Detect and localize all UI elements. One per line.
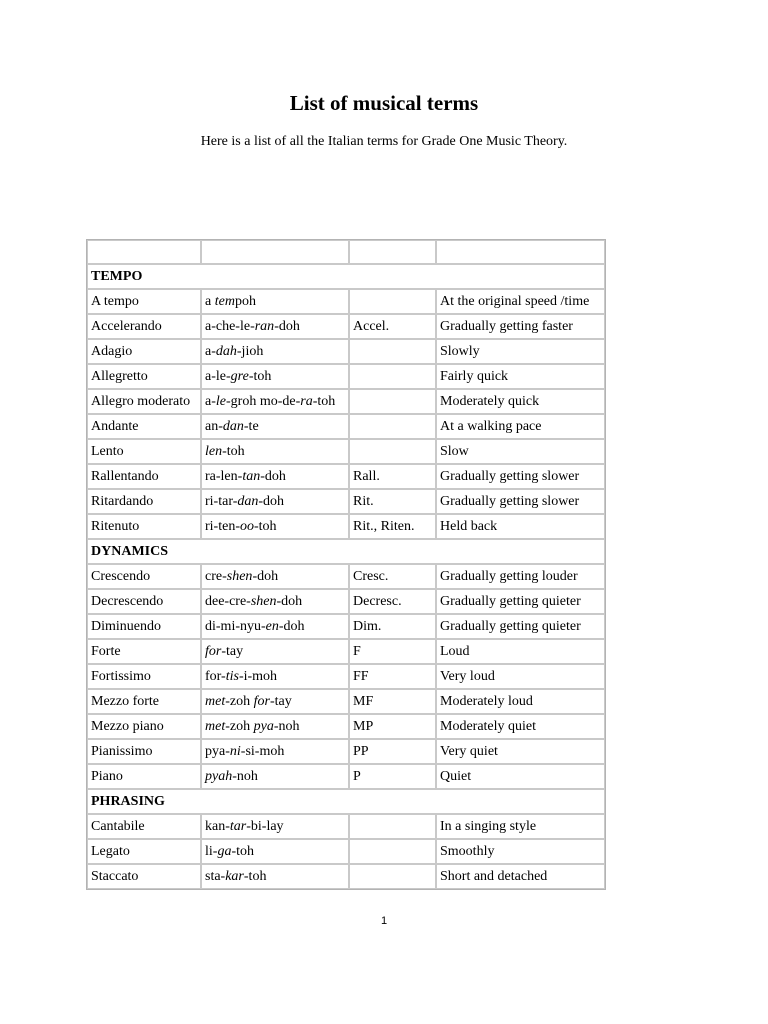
pronunciation-cell: a-che-le-ran-doh xyxy=(201,314,349,339)
abbreviation-cell xyxy=(349,814,436,839)
meaning-cell: Loud xyxy=(436,639,605,664)
table-row xyxy=(87,439,605,464)
meaning-cell: Gradually getting slower xyxy=(436,489,605,514)
pronunciation-cell: ra-len-tan-doh xyxy=(201,464,349,489)
blank-cell xyxy=(201,240,349,264)
table-row xyxy=(87,339,605,364)
meaning-cell: Gradually getting louder xyxy=(436,564,605,589)
section-heading: TEMPO xyxy=(87,264,605,289)
term-cell: Cantabile xyxy=(87,814,201,839)
meaning-cell: At the original speed /time xyxy=(436,289,605,314)
table-row xyxy=(87,814,605,839)
abbreviation-cell: Rit. xyxy=(349,489,436,514)
pronunciation-cell: met-zoh for-tay xyxy=(201,689,349,714)
stressed-syllable: dan xyxy=(237,494,259,509)
terms-table-body xyxy=(87,240,605,889)
abbreviation-cell: Accel. xyxy=(349,314,436,339)
pronunciation-cell: pyah-noh xyxy=(201,764,349,789)
pronunciation-cell: a tempoh xyxy=(201,289,349,314)
abbreviation-cell: Rit., Riten. xyxy=(349,514,436,539)
table-row xyxy=(87,639,605,664)
section-row xyxy=(87,539,605,564)
abbreviation-cell: F xyxy=(349,639,436,664)
abbreviation-cell: P xyxy=(349,764,436,789)
blank-header-row xyxy=(87,240,605,264)
abbreviation-cell: MP xyxy=(349,714,436,739)
pronunciation-cell: for-tay xyxy=(201,639,349,664)
table-row xyxy=(87,364,605,389)
meaning-cell: Gradually getting quieter xyxy=(436,614,605,639)
stressed-syllable: for xyxy=(205,644,222,659)
abbreviation-cell: Rall. xyxy=(349,464,436,489)
table-row xyxy=(87,764,605,789)
pronunciation-cell: a-le-gre-toh xyxy=(201,364,349,389)
table-row xyxy=(87,489,605,514)
stressed-syllable: ni xyxy=(229,744,241,759)
stressed-syllable: for xyxy=(253,694,270,709)
table-row xyxy=(87,589,605,614)
abbreviation-cell: Cresc. xyxy=(349,564,436,589)
pronunciation-cell: dee-cre-shen-doh xyxy=(201,589,349,614)
abbreviation-cell: Dim. xyxy=(349,614,436,639)
stressed-syllable: shen xyxy=(226,569,253,584)
term-cell: Decrescendo xyxy=(87,589,201,614)
abbreviation-cell xyxy=(349,864,436,889)
pronunciation-cell: ri-tar-dan-doh xyxy=(201,489,349,514)
pronunciation-cell: len-toh xyxy=(201,439,349,464)
table-row xyxy=(87,314,605,339)
stressed-syllable: ran xyxy=(254,319,275,334)
section-row xyxy=(87,264,605,289)
abbreviation-cell: PP xyxy=(349,739,436,764)
abbreviation-cell xyxy=(349,414,436,439)
term-cell: Staccato xyxy=(87,864,201,889)
table-row xyxy=(87,414,605,439)
table-row xyxy=(87,839,605,864)
pronunciation-cell: a-dah-jioh xyxy=(201,339,349,364)
term-cell: Rallentando xyxy=(87,464,201,489)
abbreviation-cell xyxy=(349,364,436,389)
term-cell: A tempo xyxy=(87,289,201,314)
pronunciation-cell: li-ga-toh xyxy=(201,839,349,864)
table-row xyxy=(87,464,605,489)
pronunciation-cell: ri-ten-oo-toh xyxy=(201,514,349,539)
abbreviation-cell xyxy=(349,339,436,364)
meaning-cell: Smoothly xyxy=(436,839,605,864)
pronunciation-cell: for-tis-i-moh xyxy=(201,664,349,689)
stressed-syllable: oo xyxy=(239,519,254,534)
stressed-syllable: shen xyxy=(250,594,277,609)
section-row xyxy=(87,789,605,814)
term-cell: Piano xyxy=(87,764,201,789)
meaning-cell: Fairly quick xyxy=(436,364,605,389)
meaning-cell: Short and detached xyxy=(436,864,605,889)
abbreviation-cell: MF xyxy=(349,689,436,714)
pronunciation-cell: cre-shen-doh xyxy=(201,564,349,589)
meaning-cell: Gradually getting faster xyxy=(436,314,605,339)
abbreviation-cell xyxy=(349,389,436,414)
stressed-syllable: tem xyxy=(214,294,235,309)
meaning-cell: Quiet xyxy=(436,764,605,789)
stressed-syllable: ga xyxy=(217,844,232,859)
stressed-syllable: tis xyxy=(225,669,239,684)
pronunciation-cell: met-zoh pya-noh xyxy=(201,714,349,739)
meaning-cell: Gradually getting slower xyxy=(436,464,605,489)
table-row xyxy=(87,864,605,889)
term-cell: Ritardando xyxy=(87,489,201,514)
term-cell: Andante xyxy=(87,414,201,439)
section-heading: PHRASING xyxy=(87,789,605,814)
blank-cell xyxy=(349,240,436,264)
intro-text: Here is a list of all the Italian terms for Grade One Music Theory. xyxy=(200,134,568,149)
meaning-cell: Moderately loud xyxy=(436,689,605,714)
meaning-cell: Moderately quick xyxy=(436,389,605,414)
stressed-syllable: dah xyxy=(215,344,237,359)
table-row xyxy=(87,664,605,689)
section-heading: DYNAMICS xyxy=(87,539,605,564)
table-row xyxy=(87,714,605,739)
stressed-syllable: le xyxy=(215,394,226,409)
table-row xyxy=(87,514,605,539)
stressed-syllable: pyah xyxy=(205,769,233,784)
stressed-syllable: tan xyxy=(242,469,261,484)
stressed-syllable: len xyxy=(205,444,223,459)
meaning-cell: Moderately quiet xyxy=(436,714,605,739)
pronunciation-cell: di-mi-nyu-en-doh xyxy=(201,614,349,639)
pronunciation-cell: sta-kar-toh xyxy=(201,864,349,889)
table-row xyxy=(87,389,605,414)
pronunciation-cell: an-dan-te xyxy=(201,414,349,439)
stressed-syllable: ra xyxy=(300,394,313,409)
blank-cell xyxy=(436,240,605,264)
musical-terms-table xyxy=(86,239,606,890)
meaning-cell: At a walking pace xyxy=(436,414,605,439)
blank-cell xyxy=(87,240,201,264)
term-cell: Accelerando xyxy=(87,314,201,339)
stressed-syllable: gre xyxy=(230,369,249,384)
term-cell: Legato xyxy=(87,839,201,864)
pronunciation-cell: a-le-groh mo-de-ra-toh xyxy=(201,389,349,414)
abbreviation-cell xyxy=(349,839,436,864)
abbreviation-cell: FF xyxy=(349,664,436,689)
abbreviation-cell xyxy=(349,289,436,314)
term-cell: Mezzo piano xyxy=(87,714,201,739)
term-cell: Lento xyxy=(87,439,201,464)
table-row xyxy=(87,564,605,589)
page-title: List of musical terms xyxy=(289,91,479,115)
stressed-syllable: pya xyxy=(253,719,274,734)
stressed-syllable: dan xyxy=(222,419,244,434)
pronunciation-cell: kan-tar-bi-lay xyxy=(201,814,349,839)
term-cell: Allegretto xyxy=(87,364,201,389)
meaning-cell: Gradually getting quieter xyxy=(436,589,605,614)
term-cell: Allegro moderato xyxy=(87,389,201,414)
meaning-cell: In a singing style xyxy=(436,814,605,839)
pronunciation-cell: pya-ni-si-moh xyxy=(201,739,349,764)
table-row xyxy=(87,739,605,764)
term-cell: Diminuendo xyxy=(87,614,201,639)
table-row xyxy=(87,614,605,639)
table-row xyxy=(87,289,605,314)
meaning-cell: Very loud xyxy=(436,664,605,689)
term-cell: Ritenuto xyxy=(87,514,201,539)
term-cell: Adagio xyxy=(87,339,201,364)
stressed-syllable: met xyxy=(205,719,226,734)
meaning-cell: Very quiet xyxy=(436,739,605,764)
meaning-cell: Slowly xyxy=(436,339,605,364)
stressed-syllable: en xyxy=(265,619,279,634)
term-cell: Forte xyxy=(87,639,201,664)
term-cell: Crescendo xyxy=(87,564,201,589)
stressed-syllable: kar xyxy=(225,869,244,884)
stressed-syllable: met xyxy=(205,694,226,709)
term-cell: Mezzo forte xyxy=(87,689,201,714)
abbreviation-cell xyxy=(349,439,436,464)
meaning-cell: Held back xyxy=(436,514,605,539)
term-cell: Fortissimo xyxy=(87,664,201,689)
stressed-syllable: tar xyxy=(229,819,247,834)
term-cell: Pianissimo xyxy=(87,739,201,764)
meaning-cell: Slow xyxy=(436,439,605,464)
table-row xyxy=(87,689,605,714)
abbreviation-cell: Decresc. xyxy=(349,589,436,614)
page-number: 1 xyxy=(380,915,388,927)
